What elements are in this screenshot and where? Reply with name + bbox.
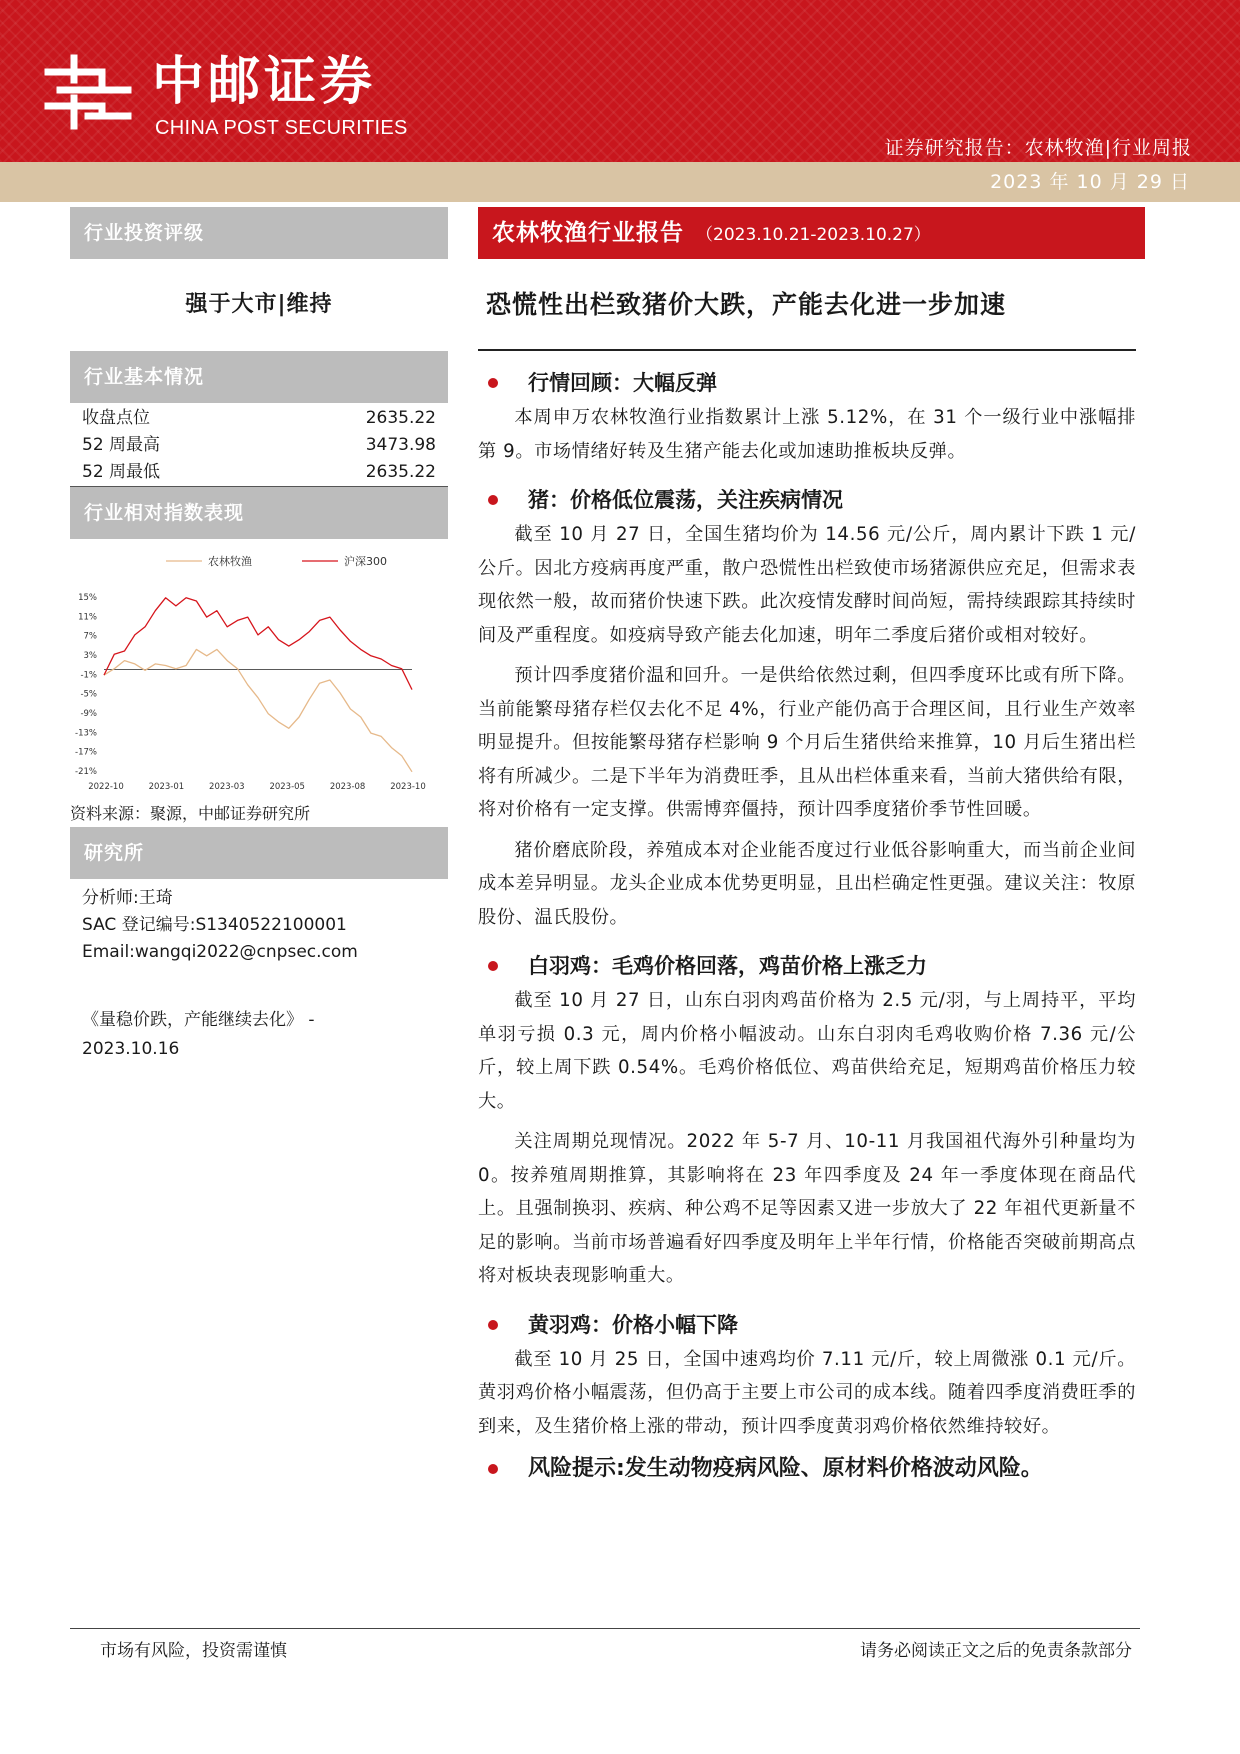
banner-period: （2023.10.21-2023.10.27） (696, 225, 931, 245)
paragraph: 本周申万农林牧渔行业指数累计上涨 5.12%，在 31 个一级行业中涨幅排第 9。市场情绪好转及生猪产能去化或加速助推板块反弹。 (478, 407, 1136, 462)
related-report-date: 2023.10.16 (82, 1039, 180, 1059)
row-label: 52 周最高 (82, 435, 161, 455)
china-post-logo-icon (42, 50, 134, 132)
y-tick-label: 3% (83, 651, 97, 661)
left-sidebar (70, 207, 448, 1064)
section-market (478, 365, 1136, 468)
section-yellow-chicken (478, 1307, 1136, 1444)
series-line (104, 598, 412, 690)
x-tick-label: 2022-10 (88, 782, 124, 792)
report-header (0, 0, 1240, 162)
chart-source: 资料来源：聚源，中邮证券研究所 (70, 804, 311, 823)
x-tick-label: 2023-03 (209, 782, 245, 792)
footer-divider (70, 1628, 1140, 1629)
legend-label: 沪深300 (344, 555, 387, 568)
y-tick-label: -9% (80, 709, 97, 719)
section-heading: 猪：价格低位震荡，关注疾病情况 (478, 482, 1136, 518)
company-name-en: CHINA POST SECURITIES (155, 117, 408, 139)
table-row (70, 405, 448, 432)
footer-disclaimer-note: 请务必阅读正文之后的免责条款部分 (860, 1641, 1132, 1661)
row-label: 收盘点位 (82, 408, 150, 428)
performance-heading: 行业相对指数表现 (70, 487, 448, 539)
x-tick-label: 2023-05 (269, 782, 305, 792)
rating-value: 强于大市|维持 (185, 292, 333, 317)
analyst-name: 分析师:王琦 (82, 888, 173, 908)
line-chart-svg (70, 539, 448, 801)
index-performance-chart (70, 539, 448, 801)
y-tick-label: -5% (80, 689, 97, 700)
basic-info-heading: 行业基本情况 (70, 351, 448, 403)
paragraph: 猪价磨底阶段，养殖成本对企业能否度过行业低谷影响重大，而当前企业间成本差异明显。龙头企业成本优势更明显，且出栏确定性更强。建议关注：牧原股份、温氏股份。 (478, 839, 1136, 928)
y-tick-label: -1% (80, 670, 97, 681)
risk-warning: 风险提示:发生动物疫病风险、原材料价格波动风险。 (478, 1451, 1136, 1487)
basic-info-table (70, 405, 448, 487)
section-heading: 行情回顾：大幅反弹 (478, 365, 1136, 401)
y-tick-label: -13% (75, 728, 97, 739)
table-row (70, 459, 448, 486)
x-tick-label: 2023-01 (148, 782, 185, 792)
paragraph: 关注周期兑现情况。2022 年 5-7 月、10-11 月我国祖代海外引种量均为 0。按养殖周期推算，其影响将在 23 年四季度及 24 年一季度体现在商品代上。且强制换羽、疾病、种公鸡不足等因素又进一步放大了 22 年祖代更新量不足的影响。当前市场普遍看好四季度及明年上半年行情，价格能否突破前期高点将对板块表现影响重大。 (478, 1131, 1136, 1286)
series-line (104, 649, 412, 771)
y-tick-label: 11% (78, 612, 97, 623)
x-tick-label: 2023-08 (329, 782, 366, 792)
analyst-email: Email:wangqi2022@cnpsec.com (82, 942, 358, 962)
report-type: 证券研究报告：农林牧渔|行业周报 (884, 137, 1192, 159)
analyst-info (70, 879, 448, 966)
row-value: 2635.22 (365, 462, 436, 482)
legend-label: 农林牧渔 (208, 555, 252, 568)
paragraph: 截至 10 月 27 日，全国生猪均价为 14.56 元/公斤，周内累计下跌 1 元/公斤。因北方疫病再度严重，散户恐慌性出栏致使市场猪源供应充足，但需求表现依然一般，故而猪价快速下跌。此次疫情发酵时间尚短，需持续跟踪其持续时间及严重程度。如疫病导致产能去化加速，明年二季度后猪价或相对较好。 (478, 524, 1136, 646)
rating-heading: 行业投资评级 (70, 207, 448, 259)
y-tick-label: 7% (83, 631, 97, 642)
row-value: 3473.98 (365, 435, 436, 455)
related-report-title[interactable]: 《量稳价跌，产能继续去化》 - (82, 1010, 315, 1030)
sac-number: SAC 登记编号:S1340522100001 (82, 915, 347, 935)
banner-title: 农林牧渔行业报告 (492, 220, 684, 246)
y-tick-label: -17% (75, 747, 97, 758)
table-row (70, 432, 448, 459)
report-banner (478, 207, 1145, 259)
related-report (70, 1006, 448, 1064)
company-name-cn: 中邮证券 (152, 52, 377, 112)
section-white-chicken (478, 948, 1136, 1293)
y-tick-label: 15% (78, 593, 97, 603)
section-pig (478, 482, 1136, 934)
section-heading: 黄羽鸡：价格小幅下降 (478, 1307, 1136, 1343)
page-title: 恐慌性出栏致猪价大跌，产能去化进一步加速 (478, 259, 1136, 351)
section-heading: 白羽鸡：毛鸡价格回落，鸡苗价格上涨乏力 (478, 948, 1136, 984)
footer-risk-note: 市场有风险，投资需谨慎 (100, 1641, 287, 1661)
y-tick-label: -21% (75, 767, 97, 777)
row-value: 2635.22 (365, 408, 436, 428)
x-tick-label: 2023-10 (390, 782, 426, 792)
report-date: 2023 年 10 月 29 日 (990, 171, 1190, 193)
paragraph: 截至 10 月 27 日，山东白羽肉鸡苗价格为 2.5 元/羽，与上周持平，平均单羽亏损 0.3 元，周内价格小幅波动。山东白羽肉毛鸡收购价格 7.36 元/公斤，较上周下跌 0.54%。毛鸡价格低位、鸡苗供给充足，短期鸡苗价格压力较大。 (478, 990, 1136, 1112)
research-heading: 研究所 (70, 827, 448, 879)
main-content (478, 207, 1136, 1487)
paragraph: 预计四季度猪价温和回升。一是供给依然过剩，但四季度环比或有所下降。当前能繁母猪存栏仅去化不足 4%，行业产能仍高于合理区间，且行业生产效率明显提升。但按能繁母猪存栏影响 9 个月后生猪供给来推算，10 月后生猪出栏将有所减少。二是下半年为消费旺季，且从出栏体重来看，当前大猪供给有限，将对价格有一定支撑。供需博弈僵持，预计四季度猪价季节性回暖。 (478, 665, 1136, 820)
row-label: 52 周最低 (82, 462, 161, 482)
paragraph: 截至 10 月 25 日，全国中速鸡均价 7.11 元/斤，较上周微涨 0.1 元/斤。黄羽鸡价格小幅震荡，但仍高于主要上市公司的成本线。随着四季度消费旺季的到来，及生猪价格上涨的带动，预计四季度黄羽鸡价格依然维持较好。 (478, 1348, 1136, 1437)
